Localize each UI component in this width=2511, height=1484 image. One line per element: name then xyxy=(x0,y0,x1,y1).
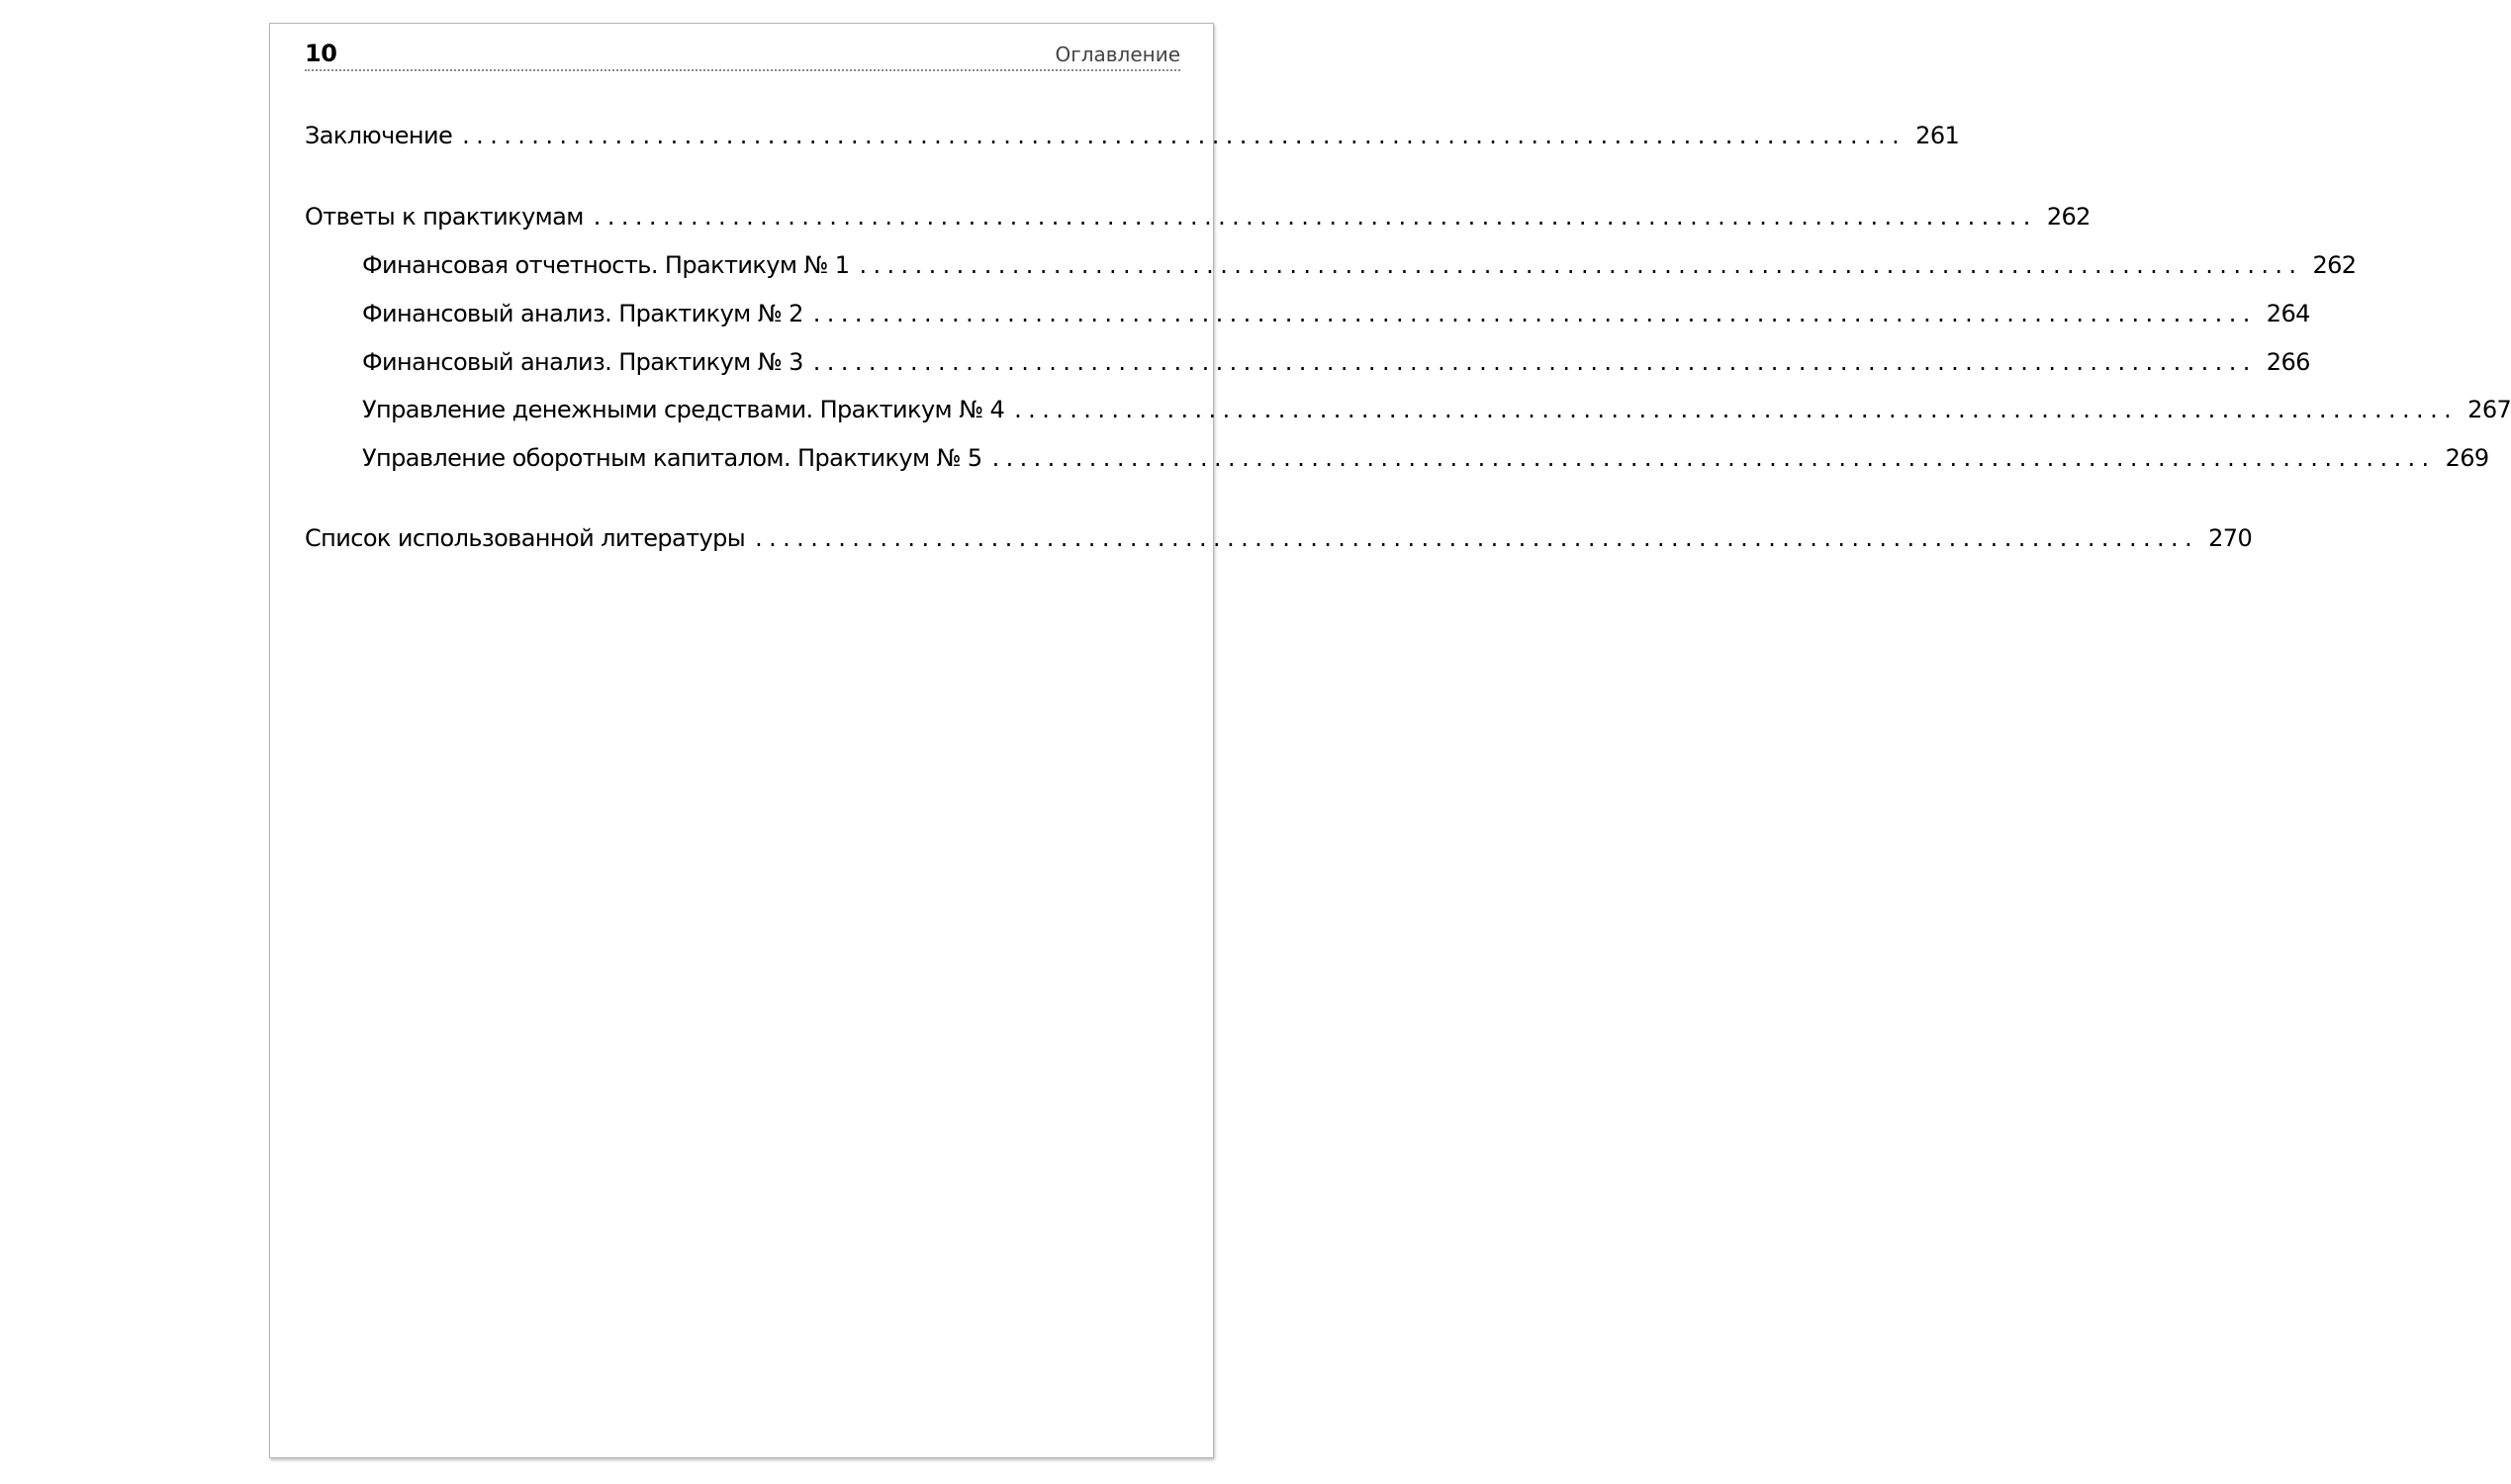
toc-entry-title: Финансовый анализ. Практикум № 3 xyxy=(362,348,803,376)
toc-entry-title: Финансовая отчетность. Практикум № 1 xyxy=(362,251,850,279)
toc-leader-dots: ........................................................................................................ xyxy=(991,444,2436,472)
toc-entry xyxy=(305,120,1960,151)
toc-entry-title: Заключение xyxy=(305,122,453,149)
toc-subentry xyxy=(362,298,2310,329)
toc-entry-title: Финансовый анализ. Практикум № 2 xyxy=(362,300,803,327)
toc-leader-dots: ........................................................................................................ xyxy=(593,203,2037,231)
page-header xyxy=(305,38,1180,71)
toc-entry-page: 262 xyxy=(2312,251,2357,279)
toc-subentry xyxy=(362,249,2357,281)
toc-leader-dots: ........................................................................................................ xyxy=(812,348,2257,376)
toc-entry-title: Ответы к практикумам xyxy=(305,203,584,231)
toc-entry-page: 266 xyxy=(2266,348,2310,376)
toc-leader-dots: ........................................................................................................ xyxy=(1014,396,2459,423)
toc-entry-title: Управление денежными средствами. Практикум № 4 xyxy=(362,396,1005,423)
toc-entry-title: Управление оборотным капиталом. Практикум № 5 xyxy=(362,444,982,472)
toc-entry-page: 270 xyxy=(2208,524,2253,552)
toc-entry xyxy=(305,201,2091,232)
toc-subentry xyxy=(362,394,2511,425)
toc-entry-page: 261 xyxy=(1915,122,1960,149)
toc-entry xyxy=(305,522,2253,554)
toc-leader-dots: ........................................................................................................ xyxy=(462,122,1906,149)
toc-subentry xyxy=(362,346,2310,378)
toc-leader-dots: ........................................................................................................ xyxy=(812,300,2257,327)
toc-entry-page: 267 xyxy=(2467,396,2511,423)
toc-entry-page: 264 xyxy=(2266,300,2310,327)
toc-subentry xyxy=(362,442,2489,474)
running-title: Оглавление xyxy=(1055,43,1180,66)
toc-entry-page: 262 xyxy=(2046,203,2091,231)
book-page xyxy=(269,23,2511,1458)
page-number: 10 xyxy=(305,40,337,67)
toc-leader-dots: ........................................................................................................ xyxy=(755,524,2199,552)
toc-entry-page: 269 xyxy=(2445,444,2489,472)
toc-entry-title: Список использованной литературы xyxy=(305,524,746,552)
toc-leader-dots: ........................................................................................................ xyxy=(859,251,2303,279)
